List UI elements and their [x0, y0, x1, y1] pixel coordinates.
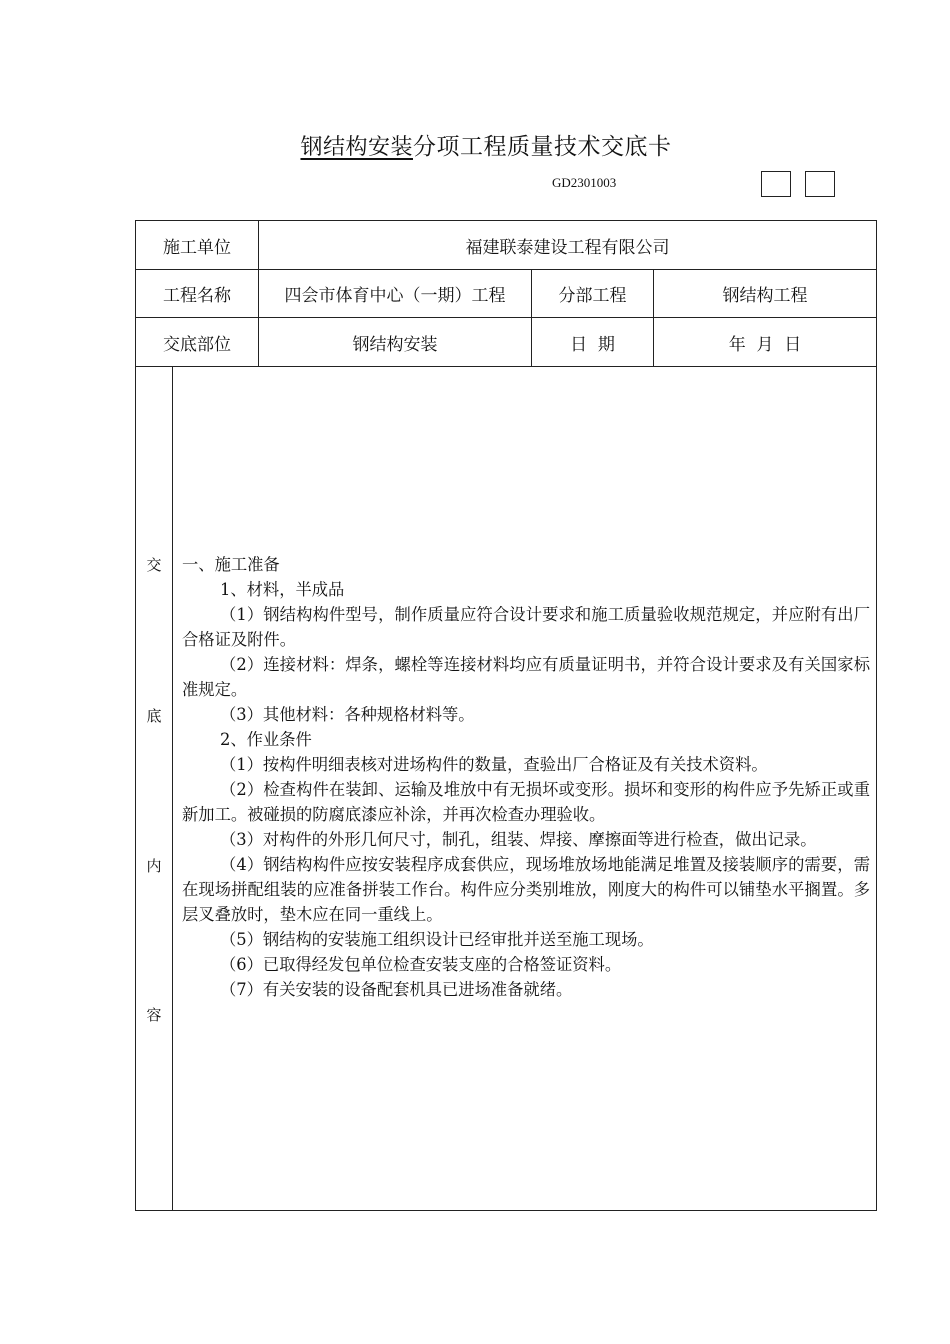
- disclosure-content: [182, 552, 870, 1002]
- content-paragraph: （3）其他材料：各种规格材料等。: [220, 705, 475, 724]
- label-date: 日 期: [570, 334, 615, 355]
- label-construction-unit: 施工单位: [163, 237, 231, 258]
- side-char-2: 底: [146, 707, 162, 725]
- value-project-name: 四会市体育中心（一期）工程: [284, 286, 506, 306]
- subsection-heading: 1、材料，半成品: [220, 580, 345, 599]
- side-char-3: 内: [146, 857, 162, 875]
- document-title: [0, 128, 950, 161]
- content-paragraph: （1）钢结构构件型号，制作质量应符合设计要求和施工质量验收规范规定，并应附有出厂合格证及附件。: [182, 605, 870, 649]
- document-code: GD2301003: [552, 175, 617, 190]
- row-divider-3: [135, 366, 877, 367]
- table-border-right: [876, 220, 877, 1211]
- checkbox-2[interactable]: [805, 171, 835, 197]
- content-paragraph: （1）按构件明细表核对进场构件的数量，查验出厂合格证及有关技术资料。: [220, 755, 768, 774]
- content-paragraph: （5）钢结构的安装施工组织设计已经审批并送至施工现场。: [220, 930, 654, 949]
- subsection-heading: 2、作业条件: [220, 730, 312, 749]
- title-rest: 分项工程质量技术交底卡: [413, 134, 672, 160]
- label-division: 分部工程: [558, 286, 627, 306]
- side-char-4: 容: [146, 1006, 162, 1024]
- content-paragraph: （2）检查构件在装卸、运输及堆放中有无损坏或变形。损坏和变形的构件应予先矫正或重新加工。被碰损的防腐底漆应补涂，并再次检查办理验收。: [182, 780, 870, 824]
- value-division: 钢结构工程: [722, 286, 808, 306]
- checkbox-1[interactable]: [761, 171, 791, 197]
- value-construction-unit: 福建联泰建设工程有限公司: [465, 237, 670, 258]
- col-divider-side: [172, 366, 173, 1211]
- table-border-bottom: [135, 1210, 877, 1211]
- content-paragraph: （2）连接材料：焊条，螺栓等连接材料均应有质量证明书，并符合设计要求及有关国家标准规定。: [182, 655, 870, 699]
- value-disclosure-part: 钢结构安装: [352, 334, 438, 355]
- label-project-name: 工程名称: [163, 286, 231, 306]
- value-date: 年 月 日: [728, 334, 802, 355]
- label-disclosure-part: 交底部位: [163, 334, 231, 355]
- content-paragraph: （4）钢结构构件应按安装程序成套供应，现场堆放场地能满足堆置及接装顺序的需要，需在现场拼配组装的应准备拼装工作台。构件应分类别堆放，刚度大的构件可以铺垫水平搁置。多层叉叠放时，垫木应在同一重线上。: [182, 855, 870, 924]
- side-char-1: 交: [146, 556, 162, 574]
- content-paragraph: （3）对构件的外形几何尺寸，制孔，组装、焊接、摩擦面等进行检查，做出记录。: [220, 830, 817, 849]
- title-underlined: 钢结构安装: [300, 135, 413, 160]
- section-heading: 一、施工准备: [182, 555, 280, 574]
- content-paragraph: （7）有关安装的设备配套机具已进场准备就绪。: [220, 980, 573, 999]
- content-paragraph: （6）已取得经发包单位检查安装支座的合格签证资料。: [220, 955, 622, 974]
